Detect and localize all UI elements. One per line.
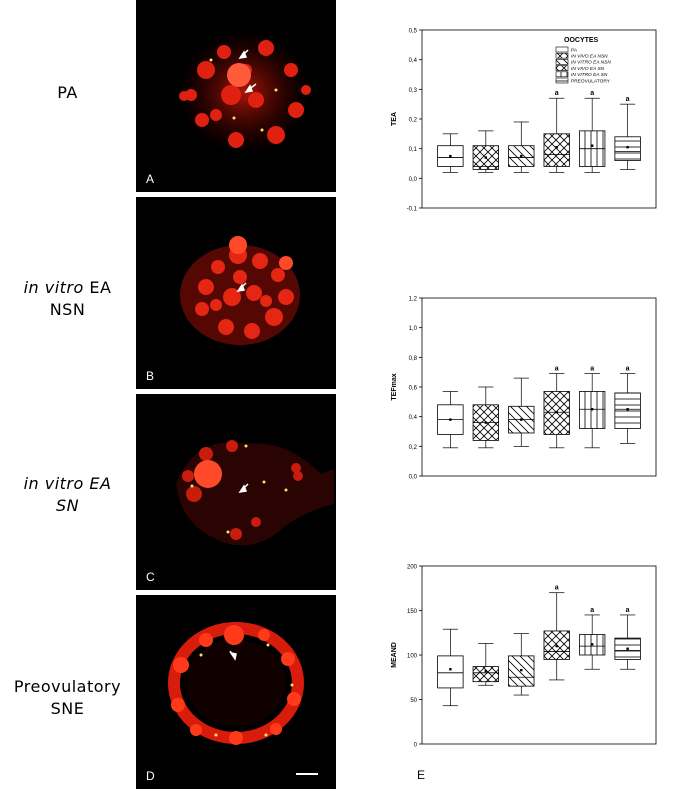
panel-letter-a: A [146,172,155,186]
legend-swatch-1 [556,53,568,58]
mean-marker [449,668,451,670]
plot-frame [422,566,656,744]
micrograph-panel-b [136,197,336,389]
row-label-pa [0,82,135,104]
box-2 [509,146,535,167]
micrograph-panel-c [136,394,336,590]
y-tick-label: 0,5 [408,28,417,35]
y-tick-label: 1,2 [408,296,417,303]
legend-item: PA [571,48,578,54]
plot-frame [422,298,656,476]
y-axis-label: MEAND [391,642,398,668]
mean-marker [556,645,558,647]
mean-marker [591,145,593,147]
y-tick-label: 100 [406,653,417,660]
y-tick-label: 0,2 [408,117,417,124]
mean-marker [626,408,628,410]
box-4 [579,635,605,655]
mean-marker [626,146,628,148]
y-tick-label: 0,3 [408,87,417,94]
row-label-in-vitro-ea-sn [0,473,135,517]
row-label-line [0,82,135,104]
y-axis-label: TEA [391,112,398,126]
box-0 [438,146,464,167]
y-tick-label: 200 [406,564,417,571]
row-label-line [0,698,135,720]
significance-mark: a [554,90,559,98]
chart-panel-letter-e: E [417,768,426,782]
box-2 [509,656,535,686]
row-label-line [0,473,135,495]
y-tick-label: 0,6 [408,385,417,392]
plot-frame [422,30,656,208]
legend-item: IN VITRO EA SN [571,73,608,79]
mean-marker [626,648,628,650]
mean-marker [449,155,451,157]
significance-mark: a [625,96,630,104]
row-label-preovulatory-sne [0,676,135,720]
panel-letter-c: C [146,570,155,584]
row-label-text: SN [55,496,80,515]
significance-mark: a [590,606,595,614]
mean-marker [485,156,487,158]
micrograph-panel-d [136,595,336,789]
box-5 [615,393,641,429]
micrograph-c-image [136,394,336,590]
legend-item: PREOVULATORY [571,79,610,85]
micrograph-d-image [136,595,336,789]
y-tick-label: 0,1 [408,147,417,154]
significance-mark: a [625,365,630,373]
mean-marker [591,408,593,410]
legend-swatch-4 [556,72,568,77]
significance-mark: a [554,584,559,592]
box-5 [615,638,641,659]
legend-item: IN VIVO EA SN [571,66,605,72]
row-label-in-vitro-ea-nsn [0,277,135,321]
y-tick-label: 0,8 [408,355,417,362]
mean-marker [591,643,593,645]
box-1 [473,146,499,170]
legend-title: OOCYTES [564,37,599,44]
box-1 [473,667,499,682]
legend-item: IN VITRO EA NSN [571,60,611,66]
box-0 [438,656,464,688]
row-label-text: EA [83,278,112,297]
y-tick-label: 0,4 [408,58,417,65]
mean-marker [520,669,522,671]
y-tick-label: 0 [413,742,417,749]
row-label-text: NSN [49,300,86,319]
box-3 [544,631,570,659]
box-4 [579,391,605,428]
y-tick-label: 0,0 [408,474,417,481]
significance-mark: a [554,365,559,373]
mean-marker [485,670,487,672]
y-tick-label: -0,1 [406,206,417,213]
significance-mark: a [590,365,595,373]
y-tick-label: 50 [410,698,417,704]
row-label-text: SNE [50,699,85,718]
y-axis-label: TEFmax [391,373,398,401]
mean-marker [449,418,451,420]
box-4 [579,131,605,167]
y-tick-label: 0,0 [408,176,417,183]
micrograph-b-image [136,197,336,389]
mean-marker [556,411,558,413]
box-3 [544,391,570,434]
row-label-line [0,277,135,299]
box-0 [438,405,464,435]
row-label-line [0,676,135,698]
mean-marker [485,421,487,423]
micrograph-a-image [136,0,336,192]
y-tick-label: 150 [406,609,417,615]
box-5 [615,137,641,161]
significance-mark: a [625,606,630,614]
mean-marker [556,146,558,148]
row-label-text: in vitro [23,278,84,297]
row-label-text: PA [57,83,78,102]
legend-swatch-2 [556,59,568,64]
y-tick-label: 0,4 [408,415,417,422]
legend-swatch-3 [556,66,568,71]
panel-letter-d: D [146,769,155,783]
box-2 [509,406,535,433]
box-3 [544,134,570,167]
micrograph-panel-a [136,0,336,192]
legend-swatch-0 [556,47,568,52]
y-tick-label: 1,0 [408,326,417,333]
legend-item: IN VIVO EA NSN [571,54,608,60]
significance-mark: a [590,90,595,98]
row-label-text: Preovulatory [13,677,122,696]
row-label-line [0,299,135,321]
mean-marker [520,155,522,157]
row-label-text: in vitro EA [23,474,112,493]
box-1 [473,405,499,441]
y-tick-label: 0,2 [408,444,417,451]
mean-marker [520,418,522,420]
scale-bar [296,773,318,775]
row-label-line [0,495,135,517]
legend-swatch-5 [556,78,568,83]
panel-letter-b: B [146,369,155,383]
